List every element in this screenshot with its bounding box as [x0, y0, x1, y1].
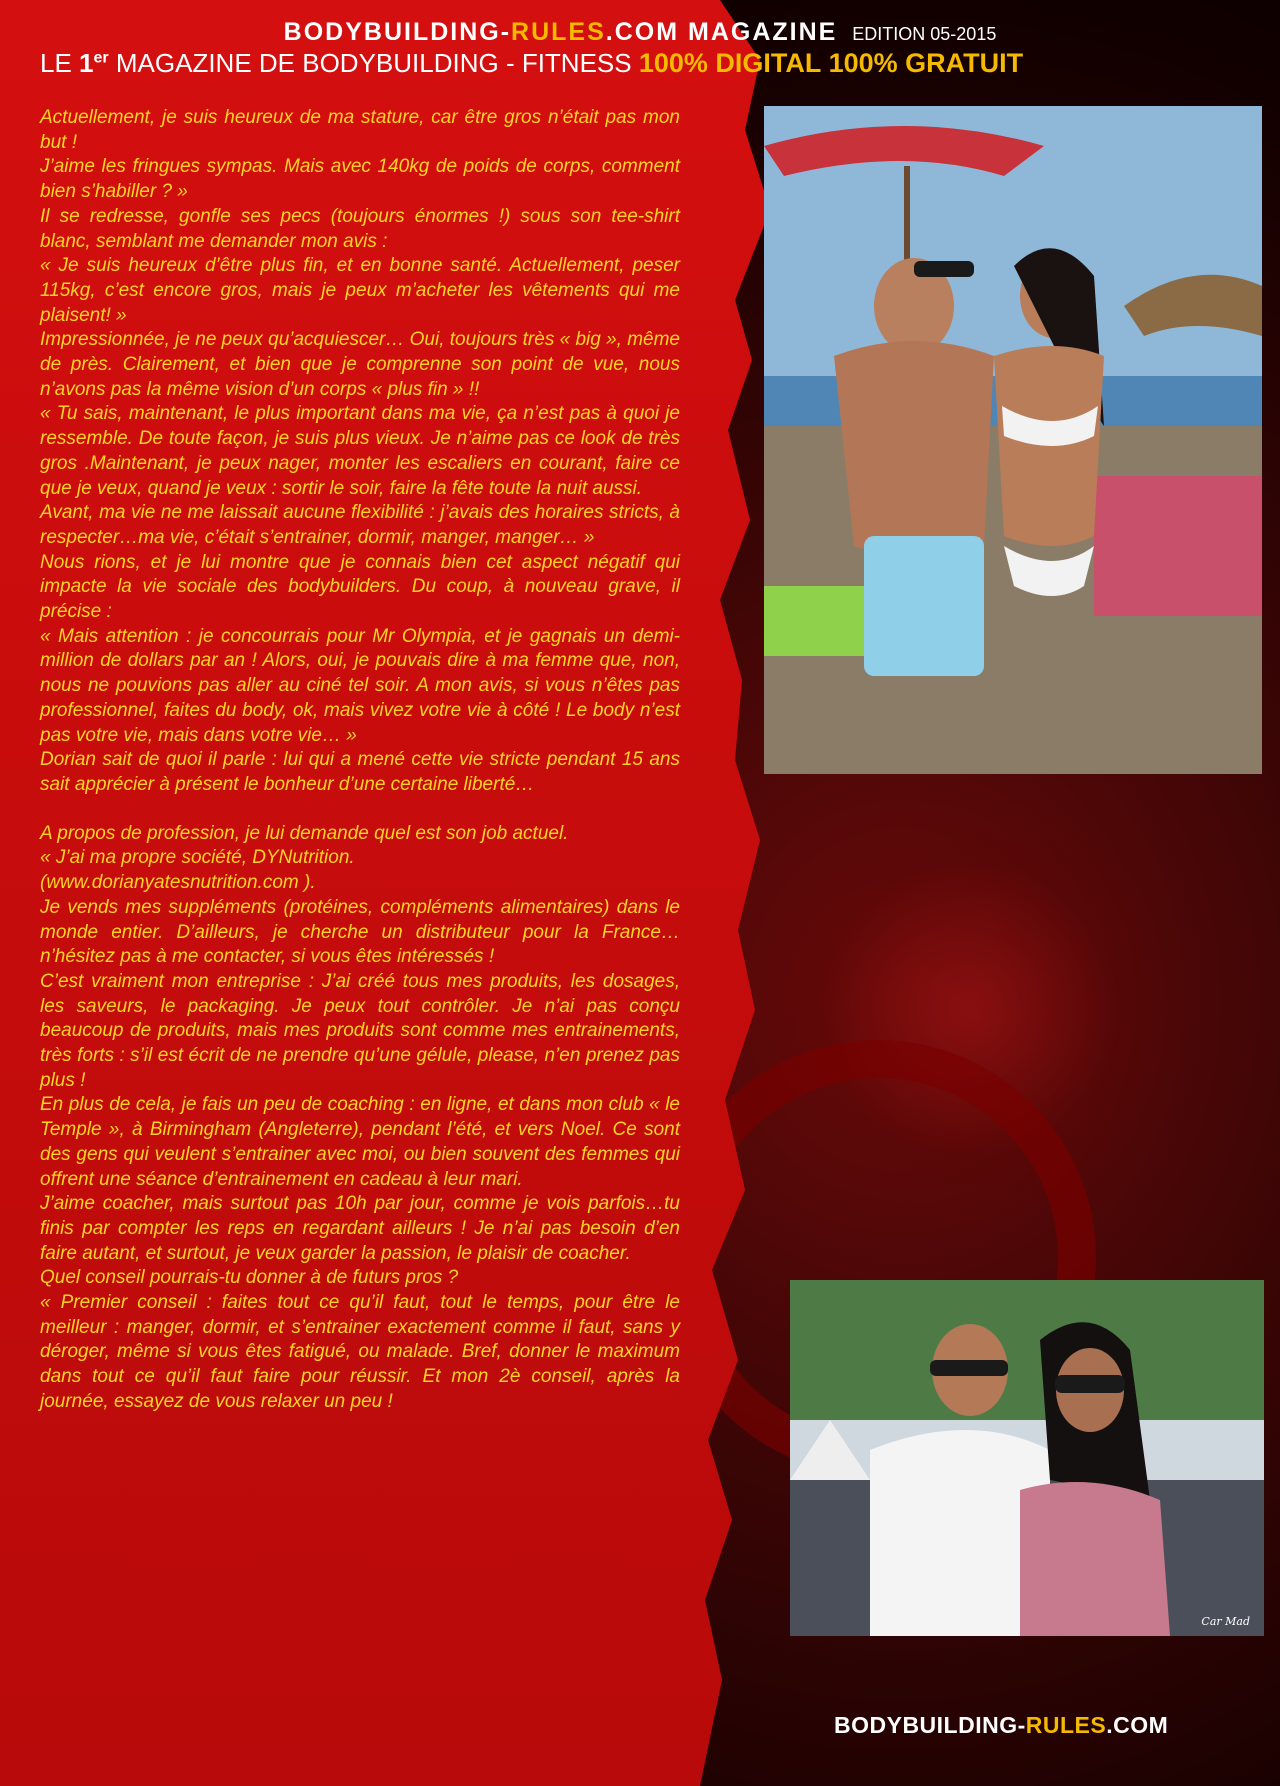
- green-cushion: [764, 586, 864, 656]
- article-paragraph: Nous rions, et je lui montre que je connais bien cet aspect négatif qui impacte la vie sociale des bodybuilders. Du coup, à nouveau grave, il précise :: [40, 551, 680, 623]
- edition-label: EDITION 05-2015: [852, 24, 997, 44]
- footer-website: [834, 1712, 1168, 1739]
- tagline-superscript: er: [93, 49, 109, 67]
- woman-floral-top: [1020, 1482, 1170, 1636]
- brand-accent: RULES: [511, 18, 606, 46]
- tagline-digital: 100% DIGITAL: [638, 48, 822, 78]
- article-paragraph: J’aime les fringues sympas. Mais avec 140kg de poids de corps, comment bien s’habiller ? »: [40, 156, 680, 203]
- tagline-number: 1: [79, 48, 94, 78]
- tagline: [40, 48, 1023, 79]
- man-torso: [834, 341, 994, 556]
- tagline-middle: MAGAZINE DE BODYBUILDING - FITNESS: [115, 48, 632, 78]
- article-paragraph: J’aime coacher, mais surtout pas 10h par jour, comme je vois parfois…tu finis par compter les reps en regardant ailleurs ! Je n’ai pas besoin d’en faire autant, et surtout, je veux garder la passion, le plaisir de coacher.: [40, 1193, 680, 1264]
- portrait-photo: [790, 1280, 1264, 1636]
- article-paragraph: « Premier conseil : faites tout ce qu’il faut, tout le temps, pour être le meilleur : manger, dormir, et s’entrainer exactement comme il faut, sans y déroger, même si vous êtes fatigué, ou malade. Bref, donner le maximum dans tout ce qu’il faut faire pour réussir. Et mon 2è conseil, après la journée, essayez de vous relaxer un peu !: [40, 1292, 680, 1412]
- masthead: [0, 18, 1280, 47]
- magazine-header: [0, 18, 1280, 78]
- article-body: [40, 106, 680, 1415]
- trees: [790, 1280, 1264, 1440]
- man-sunglasses: [930, 1360, 1008, 1376]
- article-paragraph: Avant, ma vie ne me laissait aucune flexibilité : j’avais des horaires stricts, à respecter…ma vie, c’était s’entrainer, dormir, manger, manger… »: [40, 502, 680, 548]
- article-section-2: [40, 822, 680, 1415]
- article-paragraph: « J’ai ma propre société, DYNutrition.: [40, 847, 355, 869]
- article-paragraph: Dorian sait de quoi il parle : lui qui a mené cette vie stricte pendant 15 ans sait apprécier à présent le bonheur d’une certaine liberté…: [40, 749, 680, 795]
- footer-suffix: .COM: [1106, 1712, 1169, 1738]
- woman-sunglasses: [1055, 1375, 1125, 1393]
- woman-torso: [994, 346, 1104, 546]
- article-paragraph: Quel conseil pourrais-tu donner à de futurs pros ?: [40, 1267, 459, 1289]
- beach-photo: [764, 106, 1262, 774]
- article-paragraph: (www.dorianyatesnutrition.com ).: [40, 872, 316, 894]
- brand-suffix: .COM MAGAZINE: [605, 18, 838, 46]
- tagline-gratuit: 100% GRATUIT: [828, 48, 1024, 78]
- section-gap: [40, 798, 680, 822]
- man-shorts: [864, 536, 984, 676]
- article-paragraph: Il se redresse, gonfle ses pecs (toujours énormes !) sous son tee-shirt blanc, semblant me demander mon avis :: [40, 205, 680, 252]
- article-paragraph: Impressionnée, je ne peux qu’acquiescer… Oui, toujours très « big », même de près. Clairement, et bien que je comprenne son point de vue, nous n’avons pas la même vision d’un corps « plus fin » !!: [40, 329, 680, 400]
- article-paragraph: A propos de profession, je lui demande quel est son job actuel.: [40, 822, 569, 844]
- beach-photo-illustration: [764, 106, 1262, 774]
- article-paragraph: « Tu sais, maintenant, le plus important dans ma vie, ça n’est pas à quoi je ressemble. De toute façon, je suis plus vieux. Je n’aime pas ce look de très gros .Maintenant, je peux nager, monter les escaliers en courant, faire ce que je veux, quand je veux : sortir le soir, faire la fête toute la nuit aussi.: [40, 403, 680, 499]
- man-sunglasses: [914, 261, 974, 277]
- brand-prefix: BODYBUILDING-: [283, 18, 512, 46]
- pink-beach-chair: [1094, 476, 1262, 616]
- tagline-le: LE: [40, 48, 72, 78]
- article-paragraph: Actuellement, je suis heureux de ma stature, car être gros n’était pas mon but !: [40, 107, 680, 153]
- article-paragraph: « Mais attention : je concourrais pour Mr Olympia, et je gagnais un demi-million de dollars par an ! Alors, oui, je pouvais dire à ma femme que, non, nous ne pouvions pas aller au ciné tel soir. A mon avis, si vous n’êtes pas professionnel, faites du body, ok, mais vivez votre vie à côté ! Le body n’est pas votre vie, mais dans votre vie… »: [40, 625, 680, 746]
- article-paragraph: C’est vraiment mon entreprise : J’ai créé tous mes produits, les dosages, les saveurs, le packaging. Je peux tout contrôler. Je n’ai pas conçu beaucoup de produits, mais mes produits sont comme mes entrainements, très forts : s’il est écrit de ne prendre qu’une gélule, please, n’en prenez pas plus !: [40, 970, 680, 1091]
- footer-prefix: BODYBUILDING-: [834, 1712, 1026, 1738]
- footer-accent: RULES: [1025, 1712, 1107, 1738]
- article-section-1: [40, 106, 680, 798]
- portrait-photo-illustration: [790, 1280, 1264, 1636]
- photo-credit: Car Mad: [1201, 1615, 1250, 1628]
- article-paragraph: Je vends mes suppléments (protéines, compléments alimentaires) dans le monde entier. D’ailleurs, je cherche un distributeur pour la France…n’hésitez pas à me contacter, si vous êtes intéressés !: [40, 896, 680, 968]
- article-paragraph: En plus de cela, je fais un peu de coaching : en ligne, et dans mon club « le Temple », à Birmingham (Angleterre), pendant l’été, et vers Noel. Ce sont des gens qui veulent s’entrainer avec moi, ou bien souvent des femmes qui offrent une séance d’entrainement en cadeau à leur mari.: [40, 1094, 680, 1190]
- article-paragraph: « Je suis heureux d’être plus fin, et en bonne santé. Actuellement, peser 115kg, c’est encore gros, mais je peux m’acheter les vêtements qui me plaisent! »: [40, 255, 680, 326]
